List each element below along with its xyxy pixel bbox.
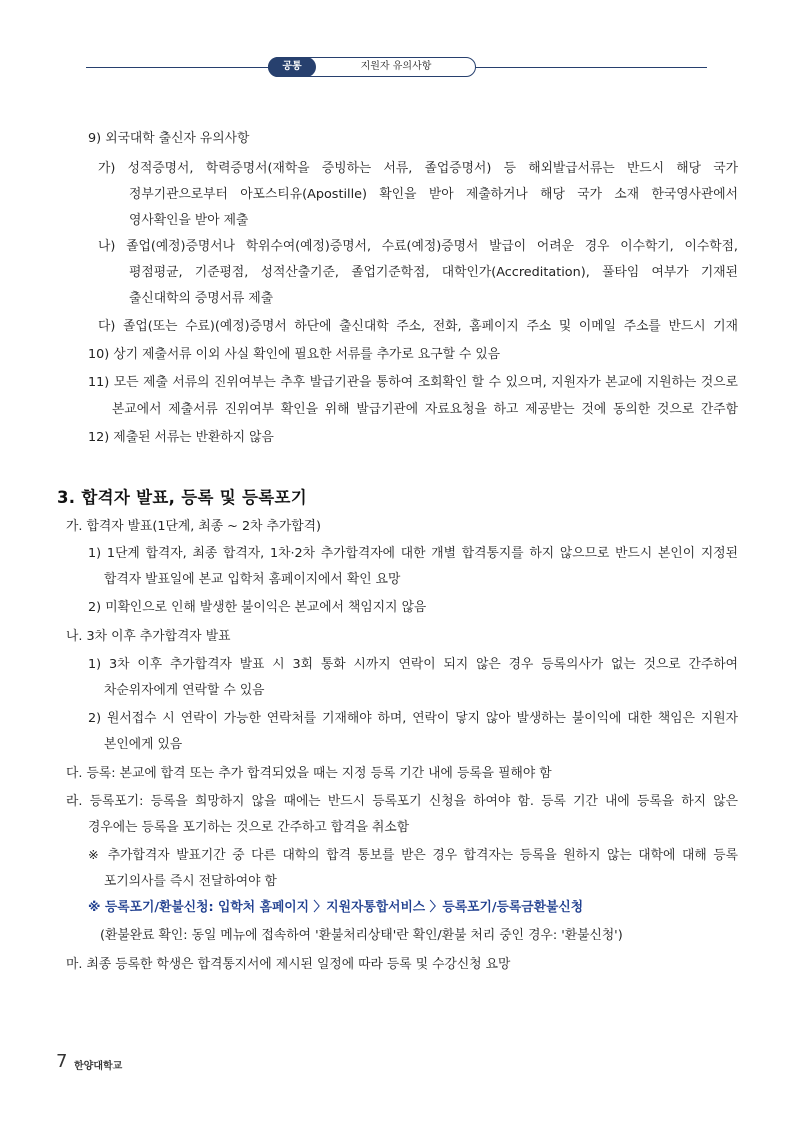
note-refund-check: (환불완료 확인: 동일 메뉴에 접속하여 '환불처리상태'란 확인/환불 처리 중인 경우: '환불신청') (100, 928, 623, 943)
section-3-na-1-line1: 1) 3차 이후 추가합격자 발표 시 3회 통화 시까지 연락이 되지 않은 경우 등록의사가 없는 것으로 간주하여 (88, 657, 738, 672)
item-9-ga-line3: 영사확인을 받아 제출 (129, 213, 249, 228)
note-refund-link-path: ※ 등록포기/환불신청: 입학처 홈페이지 〉지원자통합서비스 〉등록포기/등록금환불신청 (88, 900, 584, 915)
item-9-na-line3: 출신대학의 증명서류 제출 (129, 291, 274, 306)
section-3-ma: 마. 최종 등록한 학생은 합격통지서에 제시된 일정에 따라 등록 및 수강신청 요망 (66, 957, 511, 972)
item-9-ga-line2: 정부기관으로부터 아포스티유(Apostille) 확인을 받아 제출하거나 해당 국가 소재 한국영사관에서 (129, 187, 738, 202)
item-9-ga-line1: 가) 성적증명서, 학력증명서(재학을 증빙하는 서류, 졸업증명서) 등 해외발급서류는 반드시 해당 국가 (98, 161, 738, 176)
section-3-title: 3. 합격자 발표, 등록 및 등록포기 (57, 488, 308, 507)
section-3-ra-line2: 경우에는 등록을 포기하는 것으로 간주하고 합격을 취소함 (88, 820, 410, 835)
section-3-ga-1-line1: 1) 1단계 합격자, 최종 합격자, 1차·2차 추가합격자에 대한 개별 합격통지를 하지 않으므로 반드시 본인이 지정된 (88, 546, 738, 561)
item-11-line2: 본교에서 제출서류 진위여부 확인을 위해 발급기관에 자료요청을 하고 제공받는 것에 동의한 것으로 간주함 (112, 402, 738, 417)
note-1-line2: 포기의사를 즉시 전달하여야 함 (104, 874, 277, 889)
header-rule-right (474, 67, 707, 68)
header-rule-left (86, 67, 270, 68)
item-9-da-line1: 다) 졸업(또는 수료)(예정)증명서 하단에 출신대학 주소, 전화, 홈페이지 주소 및 이메일 주소를 반드시 기재 (98, 319, 738, 334)
section-3-ga: 가. 합격자 발표(1단계, 최종 ~ 2차 추가합격) (66, 519, 321, 534)
section-3-ra-line1: 라. 등록포기: 등록을 희망하지 않을 때에는 반드시 등록포기 신청을 하여야 함. 등록 기간 내에 등록을 하지 않은 (66, 794, 738, 809)
note-1-line1: ※ 추가합격자 발표기간 중 다른 대학의 합격 통보를 받은 경우 합격자는 등록을 원하지 않는 대학에 대해 등록 (88, 848, 738, 863)
section-3-ga-1-line2: 합격자 발표일에 본교 입학처 홈페이지에서 확인 요망 (104, 572, 401, 587)
item-11-line1: 11) 모든 제출 서류의 진위여부는 추후 발급기관을 통하여 조회확인 할 수 있으며, 지원자가 본교에 지원하는 것으로 (88, 375, 738, 390)
section-3-na-2-line1: 2) 원서접수 시 연락이 가능한 연락처를 기재해야 하며, 연락이 닿지 않아 발생하는 불이익에 대한 책임은 지원자 (88, 711, 738, 726)
section-3-na-1-line2: 차순위자에게 연락할 수 있음 (104, 683, 265, 698)
section-3-na: 나. 3차 이후 추가합격자 발표 (66, 629, 231, 644)
section-3-da: 다. 등록: 본교에 합격 또는 추가 합격되었을 때는 지정 등록 기간 내에 등록을 필해야 함 (66, 766, 552, 781)
footer-school: 한양대학교 (74, 1061, 123, 1072)
item-10: 10) 상기 제출서류 이외 사실 확인에 필요한 서류를 추가로 요구할 수 있음 (88, 347, 501, 362)
page-number: 7 (56, 1051, 68, 1072)
header-title: 지원자 유의사항 (360, 61, 432, 72)
item-9-na-line1: 나) 졸업(예정)증명서나 학위수여(예정)증명서, 수료(예정)증명서 발급이 어려운 경우 이수학기, 이수학점, (98, 239, 738, 254)
item-12: 12) 제출된 서류는 반환하지 않음 (88, 430, 274, 445)
item-9-heading: 9) 외국대학 출신자 유의사항 (88, 131, 250, 146)
item-9-na-line2: 평점평균, 기준평점, 성적산출기준, 졸업기준학점, 대학인가(Accreditation), 풀타임 여부가 기재된 (129, 265, 738, 280)
section-3-ga-2: 2) 미확인으로 인해 발생한 불이익은 본교에서 책임지지 않음 (88, 600, 427, 615)
header-tag: 공통 (268, 57, 316, 77)
section-3-na-2-line2: 본인에게 있음 (104, 737, 183, 752)
